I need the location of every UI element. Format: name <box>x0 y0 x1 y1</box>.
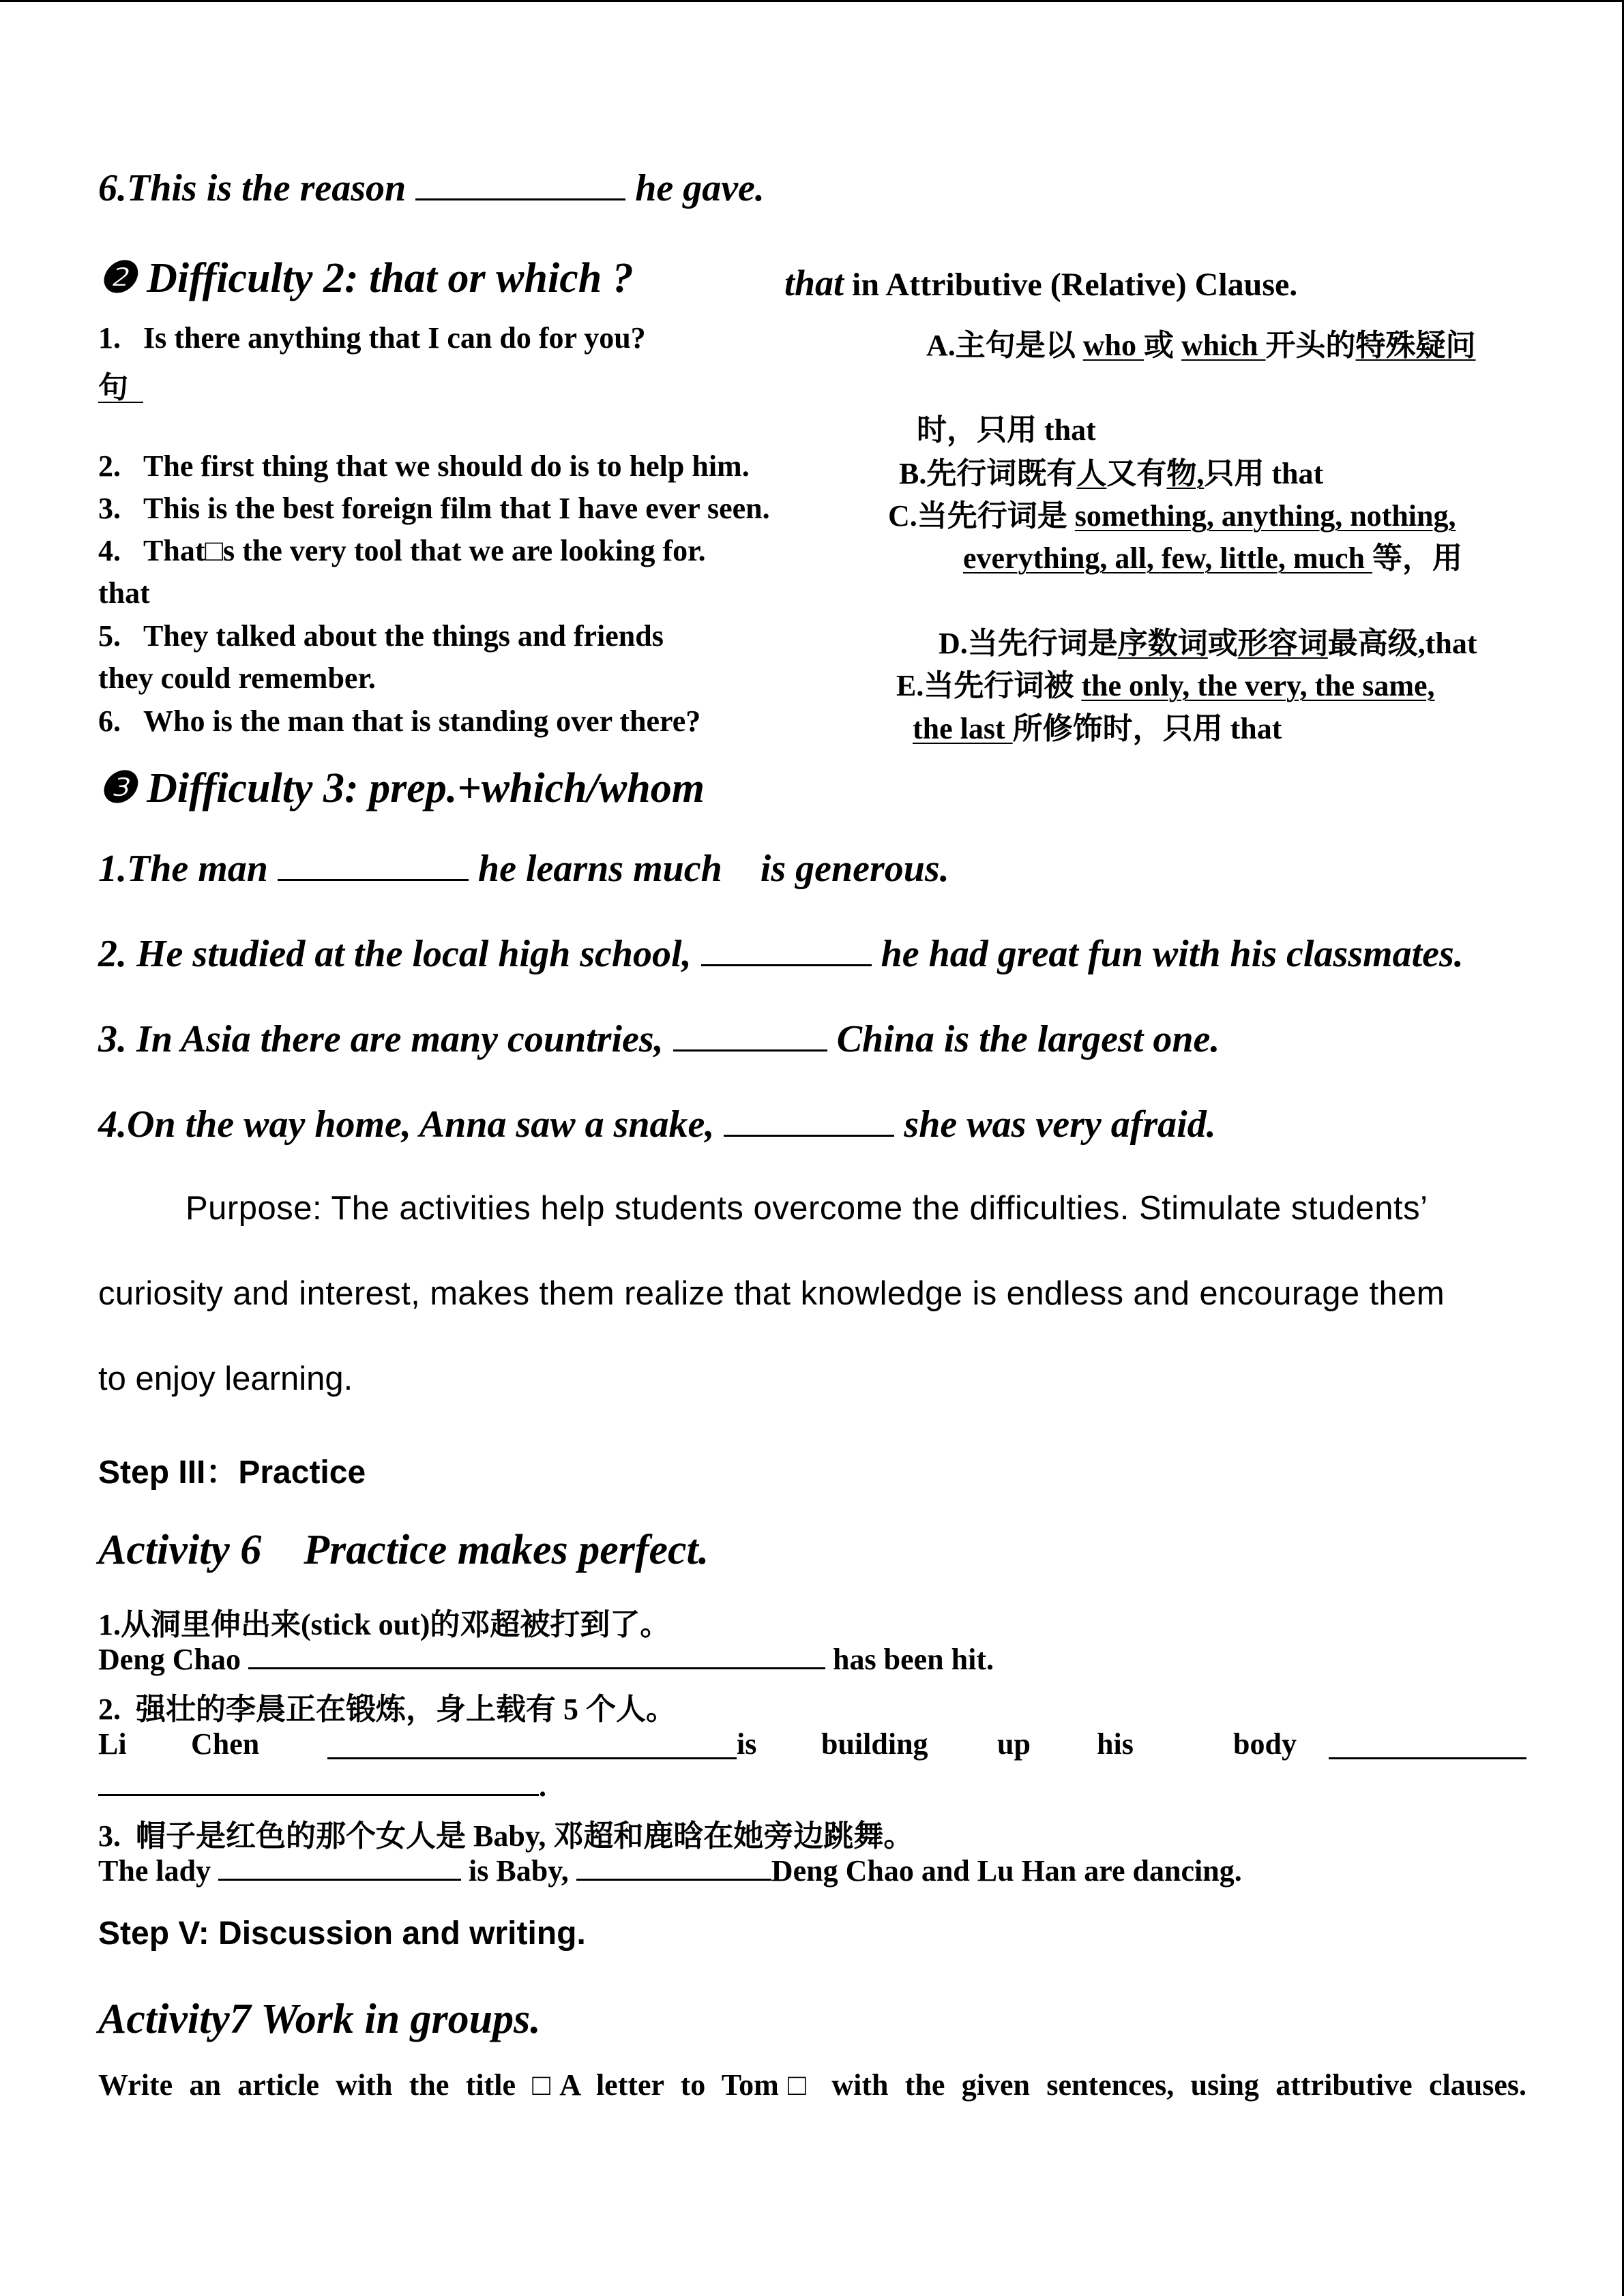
question-6-end: he gave. <box>635 167 765 209</box>
word-up: up <box>997 1727 1031 1761</box>
page-border-top <box>0 0 1624 2</box>
activity-7-instruction: Write an article with the title □A letter to Tom□ with the given sentences, using attributive clauses. <box>98 2068 1526 2102</box>
question-6 <box>98 166 765 210</box>
step-5-heading: Step V: Discussion and writing. <box>98 1915 586 1952</box>
activity-6-q1-english: Deng Chao has been hit. <box>98 1643 994 1676</box>
example-3: 3. This is the best foreign film that I have ever seen. <box>98 492 770 525</box>
answer-blank[interactable] <box>724 1134 894 1137</box>
activity-6-q1-chinese: 1.从洞里伸出来(stick out)的邓超被打到了。 <box>98 1608 670 1641</box>
purpose-line-3: to enjoy learning. <box>98 1360 353 1397</box>
difficulty-3-item-3: 3. In Asia there are many countries, China is the largest one. <box>98 1018 1220 1060</box>
word-li: Li <box>98 1727 127 1761</box>
rule-a-who: who <box>1082 329 1145 362</box>
activity-7-heading: Activity7 Work in groups. <box>98 1996 541 2042</box>
word-building: building <box>821 1727 928 1761</box>
answer-blank[interactable] <box>327 1757 737 1759</box>
rule-d: D.当先行词是序数词或形容词最高级,that <box>939 627 1477 660</box>
rule-a-special: 特殊疑问 <box>1355 329 1476 362</box>
activity-6-q2-wrap: . <box>98 1769 546 1804</box>
word-is: is <box>737 1727 757 1761</box>
example-4: 4. That□s the very tool that we are looking for. <box>98 534 706 567</box>
difficulty-2-subtitle <box>784 262 1297 304</box>
answer-blank[interactable] <box>218 1878 461 1881</box>
subtitle-that: that <box>784 263 844 303</box>
rule-b-wu: 物, <box>1166 457 1205 490</box>
subtitle-rest: in Attributive (Relative) Clause. <box>844 267 1298 303</box>
difficulty-3-item-2: 2. He studied at the local high school, he had great fun with his classmates. <box>98 933 1464 975</box>
answer-blank[interactable] <box>248 1667 825 1669</box>
example-2: 2. The first thing that we should do is to help him. <box>98 449 750 483</box>
word-body: body <box>1233 1727 1297 1761</box>
rule-c: C.当先行词是 something, anything, nothing, <box>888 499 1456 533</box>
rule-d-adj: 形容词 <box>1237 627 1328 660</box>
rule-a: A.主句是以 who 或 which 开头的特殊疑问 <box>926 329 1476 362</box>
rule-b-ren: 人 <box>1076 457 1107 490</box>
answer-blank[interactable] <box>576 1878 771 1881</box>
activity-6-q3-chinese: 3. 帽子是红色的那个女人是 Baby, 邓超和鹿晗在她旁边跳舞。 <box>98 1819 914 1853</box>
answer-blank[interactable] <box>701 964 872 966</box>
example-1: 1. Is there anything that I can do for you? <box>98 321 646 355</box>
example-5: 5. They talked about the things and friends <box>98 619 664 653</box>
rule-d-ordinal: 序数词 <box>1117 627 1208 660</box>
wrap-ju: 句 <box>98 371 128 404</box>
rule-c-words: something, anything, nothing, <box>1074 499 1456 533</box>
rule-c-line2: everything, all, few, little, much 等，用 <box>963 541 1463 575</box>
rule-e-line2: the last 所修饰时，只用 that <box>913 712 1282 745</box>
difficulty-3-item-4: 4.On the way home, Anna saw a snake, she was very afraid. <box>98 1103 1216 1146</box>
answer-blank[interactable] <box>673 1049 827 1052</box>
difficulty-3-item-1: 1.The man he learns much is generous. <box>98 848 949 890</box>
rule-a-which: which <box>1181 329 1266 362</box>
example-6: 6. Who is the man that is standing over there? <box>98 704 701 738</box>
rule-a-line2: 时，只用 that <box>917 413 1096 447</box>
rule-b: B.先行词既有人又有物,只用 that <box>899 457 1324 490</box>
rule-e: E.当先行词被 the only, the very, the same, <box>896 669 1435 702</box>
answer-blank[interactable] <box>415 198 625 200</box>
difficulty-2-heading: ❷ Difficulty 2: that or which ? <box>98 255 634 301</box>
purpose-line-1: Purpose: The activities help students overcome the difficulties. Stimulate students’ <box>186 1190 1428 1227</box>
rule-e-words: the only, the very, the same, <box>1081 669 1435 702</box>
difficulty-3-heading: ❸ Difficulty 3: prep.+which/whom <box>98 765 705 811</box>
step-3-heading: Step III：Practice <box>98 1455 366 1491</box>
answer-blank[interactable] <box>98 1793 539 1796</box>
question-6-text: 6.This is the reason <box>98 167 407 209</box>
word-his: his <box>1097 1727 1134 1761</box>
activity-6-q2-chinese: 2. 强壮的李晨正在锻炼，身上载有 5 个人。 <box>98 1693 676 1726</box>
activity-6-heading: Activity 6 Practice makes perfect. <box>98 1527 709 1573</box>
purpose-line-2: curiosity and interest, makes them realize that knowledge is endless and encourage them <box>98 1275 1445 1312</box>
answer-blank[interactable] <box>278 878 469 881</box>
word-chen: Chen <box>191 1727 260 1761</box>
answer-blank[interactable] <box>1329 1757 1526 1759</box>
example-4-wrap: that <box>98 576 150 610</box>
activity-6-q3-english: The lady is Baby, Deng Chao and Lu Han are dancing. <box>98 1854 1242 1888</box>
example-5-wrap: they could remember. <box>98 661 376 695</box>
example-1-wrap <box>98 363 143 406</box>
